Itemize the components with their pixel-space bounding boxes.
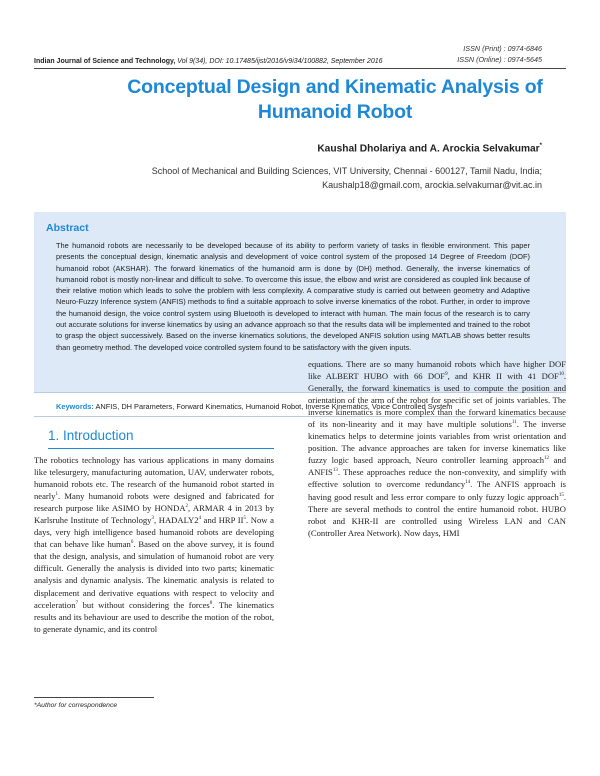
body-text-run: The robotics technology has various applications in many domains like telesurgery, manufacturing automation, UAV, underwater robots, humanoid robots etc. The research of the humanoid robot started in nearly <box>34 455 274 502</box>
citation-ref: 8 <box>209 600 213 606</box>
body-text-run: and ANFIS <box>308 455 566 478</box>
keywords-list: ANFIS, DH Parameters, Forward Kinematics, Humanoid Robot, Inverse Kinematics, Voice Controlled System <box>95 402 453 411</box>
citation-ref: 9 <box>445 372 448 378</box>
body-text-run: , HADALY2 <box>153 515 199 526</box>
body-text-run: . The ANFIS approach is having good result and less error compare to only fuzzy logic approach <box>308 479 566 502</box>
body-text-run: . Based on the above survey, it is found that the design, analysis, and simulation of humanoid robot are very difficult. Generally the analysis is divided into two parts; kinematic analysis and dynamic analysis. The kinematic analysis is related to displacement and derivative equations with respect to velocity and acceleration <box>34 539 274 610</box>
body-text-run: but without considering the forces <box>78 599 210 610</box>
body-text-run: . These approaches reduce the non-convexity, and simplify with effective solution to overcome redundancy <box>308 467 566 490</box>
citation-ref: 7 <box>75 600 79 606</box>
citation-ref: 5 <box>243 516 246 522</box>
body-text-run: . Many humanoid robots were designed and fabricated for research purpose like ASIMO by HONDA <box>34 491 274 514</box>
journal-details: Vol 9(34), DOI: 10.17485/ijst/2016/v9i34/100882, September 2016 <box>177 58 383 65</box>
affiliation-block <box>82 165 542 192</box>
body-text-run: . Generally, the forward kinematics is used to compute the position and orientation of the arm of the robot for specific set of joints variables. The inverse kinematics is more complex than the forward kinematics because of its non-linearity and it may have multiple solutions <box>308 371 566 430</box>
citation-ref: 3 <box>151 516 154 522</box>
title-line-2: Humanoid Robot <box>257 101 413 123</box>
footnote: *Author for correspondence <box>34 702 118 709</box>
paper-title <box>100 75 570 125</box>
citation-ref: 15 <box>558 492 564 498</box>
citation-ref: 1 <box>55 492 58 498</box>
abstract-heading: Abstract <box>46 222 89 234</box>
section-rule <box>48 448 274 449</box>
author-emails: Kaushalp18@gmail.com, arockia.selvakumar@vit.ac.in <box>322 179 542 190</box>
footnote-rule <box>34 697 154 698</box>
citation-ref: 14 <box>465 480 471 486</box>
citation-ref: 12 <box>544 456 550 462</box>
body-text-run: . Now a days, very high intelligence based humanoid robots are developing that can behave like human <box>34 515 274 550</box>
body-text-run: equations. There are so many humanoid robots which have higher DOF like ALBERT HUBO with 66 DOF <box>308 359 566 382</box>
title-line-1: Conceptual Design and Kinematic Analysis of <box>127 76 543 98</box>
header-rule <box>34 68 566 69</box>
keywords-label: Keywords: <box>56 402 94 411</box>
body-column-left <box>34 454 274 635</box>
citation-ref: 4 <box>198 516 201 522</box>
journal-name: Indian Journal of Science and Technology, <box>34 58 176 65</box>
abstract-text: The humanoid robots are necessarily to be developed because of its ability to perform variety of tasks in flexible environment. This paper presents the conceptual design, kinematic analysis and development of voice control system of the proposed 14 Degree of Freedom (DOF) humanoid robot (AKSHAR). The forward kinematics of the humanoid arm is done by (DH) method. Generally, the inverse kinematics of humanoid robot is mostly non-linear and difficult to solve. To overcome this issue, the elbow and wrist are considered as coupled link because of their relative motion which leads to solve the problem with less complexity. A comparative study is carried out between geometry and Adaptive Neuro-Fuzzy Inference system (ANFIS) methods to find a suitable approach to solve inverse kinematics of the robot. Further, in order to improve the humanoid design, the voice control system using Bluetooth is developed to interact with human. The main focus of the research is to carry out accurate solutions for inverse kinematics by using an advance approach so that the results data will be implemented and trained to the robot to grasp the object successively. Based on the inverse kinematics solutions, the developed ANFIS solution using MATLAB shows better results than geometry method. The developed voice controlled system found to be satisfactory with the given inputs. <box>56 241 530 352</box>
body-column-right <box>308 358 566 539</box>
issn-print: ISSN (Print) : 0974-6846 <box>463 44 542 53</box>
authors-text: Kaushal Dholariya and A. Arockia Selvakumar <box>317 143 540 155</box>
body-text-run: . The kinematics results and its behaviour are used to describe the motion of the robot, to generate dynamic, and its control <box>34 599 274 634</box>
body-text-run: , and KHR II with 41 DOF <box>447 371 559 382</box>
citation-ref: 13 <box>332 468 338 474</box>
citation-ref: 6 <box>130 540 134 546</box>
section-heading: 1. Introduction <box>48 428 134 443</box>
affiliation: School of Mechanical and Building Sciences, VIT University, Chennai - 600127, Tamil Nadu, India; <box>151 166 542 176</box>
journal-citation <box>34 58 383 65</box>
citation-ref: 10 <box>558 372 564 378</box>
body-text-run: . There are several methods to control the entire humanoid robot. HUBO robot and KHR-II are controlled using Wireless LAN and CAN (Controller Area Network). Now days, HMI <box>308 491 566 538</box>
body-text-run: . The inverse kinematics helps to determine joints variables from wrist orientation and position. The advance approaches are taken for inverse kinematics like fuzzy logic based approach, Neuro controller learning approach <box>308 419 566 466</box>
body-text-run: , ARMAR 4 in 2013 by Karlsruhe Institute of Technology <box>34 503 274 526</box>
issn-online: ISSN (Online) : 0974-5645 <box>457 55 542 64</box>
citation-ref: 2 <box>185 504 189 510</box>
body-text-run: and HRP II <box>201 515 244 526</box>
corresponding-author-mark: * <box>539 143 542 149</box>
author-list <box>317 143 542 154</box>
citation-ref: 11 <box>511 420 517 426</box>
